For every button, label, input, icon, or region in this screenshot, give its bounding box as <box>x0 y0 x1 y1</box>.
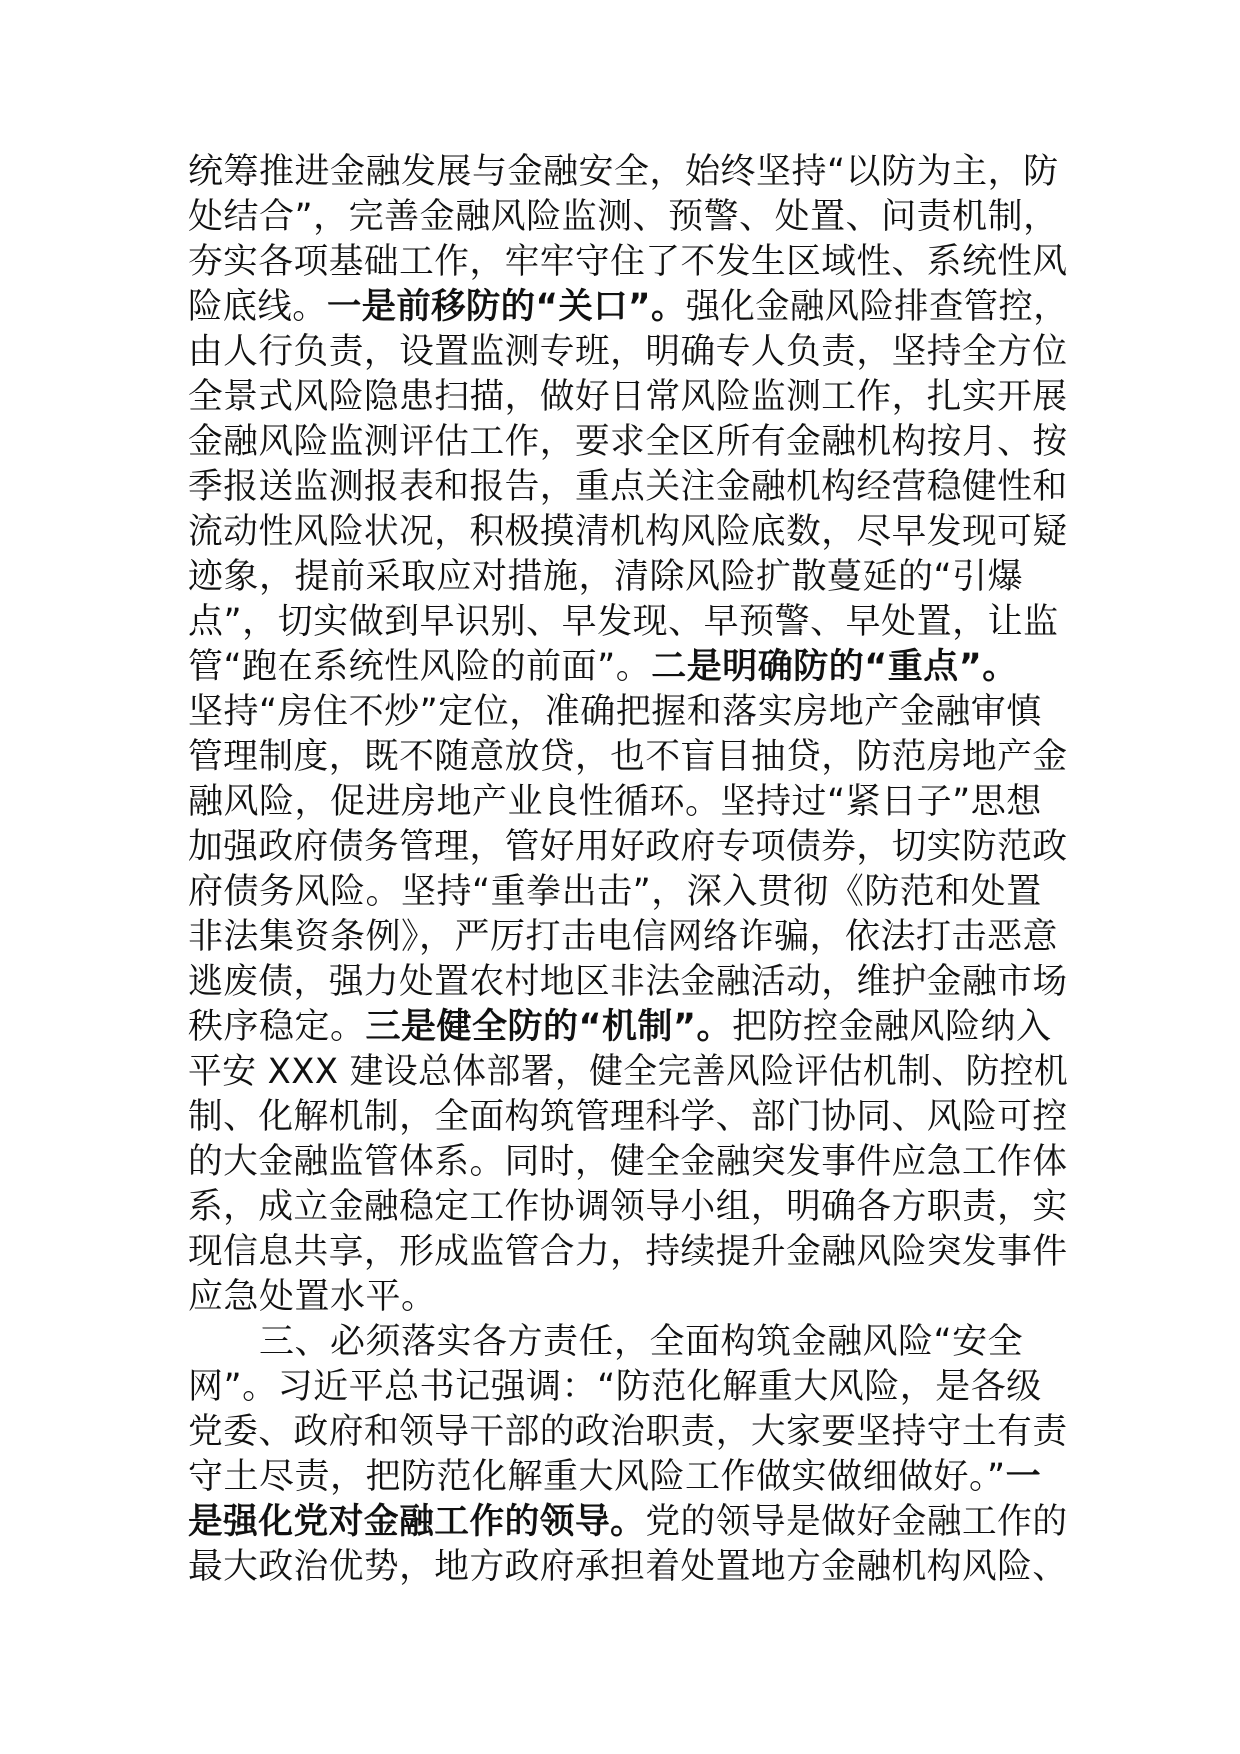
text-line <box>188 870 1068 915</box>
body-text-segment: 逃废债，强力处置农村地区非法金融活动，维护金融市场 <box>188 962 1068 1002</box>
body-text-segment: 最大政治优势，地方政府承担着处置地方金融机构风险、 <box>188 1547 1068 1587</box>
text-line <box>188 240 1068 285</box>
text-line <box>188 645 1068 690</box>
text-line <box>188 915 1068 960</box>
text-line <box>188 375 1068 420</box>
text-line <box>188 690 1068 735</box>
text-line <box>188 1320 1068 1365</box>
body-text-segment: 把防控金融风险纳入 <box>732 1007 1052 1047</box>
text-line <box>188 1455 1068 1500</box>
text-line <box>188 1545 1068 1590</box>
body-text-segment: 夯实各项基础工作，牢牢守住了不发生区域性、系统性风 <box>188 242 1068 282</box>
body-text-segment: 季报送监测报表和报告，重点关注金融机构经营稳健性和 <box>188 467 1068 507</box>
body-text-segment: 现信息共享，形成监管合力，持续提升金融风险突发事件 <box>188 1232 1068 1272</box>
body-text-segment: 平安 XXX 建设总体部署，健全完善风险评估机制、防控机 <box>188 1052 1069 1092</box>
text-line <box>188 510 1068 555</box>
text-line <box>188 285 1069 330</box>
text-line <box>188 735 1068 780</box>
text-line <box>188 1095 1068 1140</box>
body-text-segment: 加强政府债务管理，管好用好政府专项债券，切实防范政 <box>188 827 1068 867</box>
body-text-segment: 统筹推进金融发展与金融安全，始终坚持“以防为主，防 <box>188 152 1059 192</box>
body-text-segment: 府债务风险。坚持“重拳出击”，深入贯彻《防范和处置 <box>188 872 1042 912</box>
body-text-segment: 坚持“房住不炒”定位，准确把握和落实房地产金融审慎 <box>188 692 1042 732</box>
body-text-segment: 三、必须落实各方责任，全面构筑金融风险“安全 <box>188 1322 1024 1362</box>
body-text-segment: 党委、政府和领导干部的政治职责，大家要坚持守土有责 <box>188 1412 1068 1452</box>
text-line <box>188 960 1068 1005</box>
body-text-segment: 迹象，提前采取应对措施，清除风险扩散蔓延的“引爆 <box>188 557 1024 597</box>
body-text-segment: 秩序稳定。 <box>188 1007 366 1047</box>
text-line <box>188 150 1068 195</box>
body-text-segment: 的大金融监管体系。同时，健全金融突发事件应急工作体 <box>188 1142 1068 1182</box>
text-line <box>188 780 1068 825</box>
body-text-segment: 系，成立金融稳定工作协调领导小组，明确各方职责，实 <box>188 1187 1068 1227</box>
text-line <box>188 420 1068 465</box>
body-text-segment: 制、化解机制，全面构筑管理科学、部门协同、风险可控 <box>188 1097 1068 1137</box>
body-text-segment: 金融风险监测评估工作，要求全区所有金融机构按月、按 <box>188 422 1068 462</box>
text-line <box>188 1410 1068 1455</box>
text-line <box>188 1140 1068 1185</box>
body-text <box>188 150 1068 1590</box>
body-text-segment: 强化金融风险排查管控， <box>685 287 1069 327</box>
text-line <box>188 555 1068 600</box>
bold-heading-text: 一 <box>1005 1457 1042 1497</box>
body-text-segment: 管“跑在系统性风险的前面”。 <box>188 647 652 687</box>
bold-heading-text: 是强化党对金融工作的领导。 <box>188 1502 646 1542</box>
body-text-segment: 由人行负责，设置监测专班，明确专人负责，坚持全方位 <box>188 332 1068 372</box>
text-line <box>188 825 1068 870</box>
body-text-segment: 网”。习近平总书记强调：“防范化解重大风险，是各级 <box>188 1367 1042 1407</box>
body-text-segment: 点”，切实做到早识别、早发现、早预警、早处置，让监 <box>188 602 1059 642</box>
body-text-segment: 应急处置水平。 <box>188 1277 437 1317</box>
body-text-segment: 党的领导是做好金融工作的 <box>645 1502 1068 1542</box>
body-text-segment: 处结合”，完善金融风险监测、预警、处置、问责机制， <box>188 197 1059 237</box>
text-line <box>188 600 1068 645</box>
body-text-segment: 融风险，促进房地产业良性循环。坚持过“紧日子”思想 <box>188 782 1042 822</box>
body-text-segment: 非法集资条例》，严厉打击电信网络诈骗，依法打击恶意 <box>188 917 1059 957</box>
text-line <box>188 1230 1068 1275</box>
text-line <box>188 1005 1068 1050</box>
body-text-segment: 管理制度，既不随意放贷，也不盲目抽贷，防范房地产金 <box>188 737 1068 777</box>
bold-heading-text: 一是前移防的“关口”。 <box>327 287 686 327</box>
text-line <box>188 1275 1068 1320</box>
body-text-segment: 流动性风险状况，积极摸清机构风险底数，尽早发现可疑 <box>188 512 1068 552</box>
body-text-segment: 全景式风险隐患扫描，做好日常风险监测工作，扎实开展 <box>188 377 1068 417</box>
text-line <box>188 1500 1068 1545</box>
body-text-segment: 守土尽责，把防范化解重大风险工作做实做细做好。” <box>188 1457 1006 1497</box>
bold-heading-text: 三是健全防的“机制”。 <box>365 1007 733 1047</box>
text-line <box>188 195 1068 240</box>
text-line <box>188 330 1068 375</box>
body-text-segment: 险底线。 <box>188 287 328 327</box>
bold-heading-text: 二是明确防的“重点”。 <box>651 647 1018 687</box>
text-line <box>188 1365 1068 1410</box>
text-line <box>188 465 1068 510</box>
text-line <box>188 1050 1069 1095</box>
text-line <box>188 1185 1068 1230</box>
